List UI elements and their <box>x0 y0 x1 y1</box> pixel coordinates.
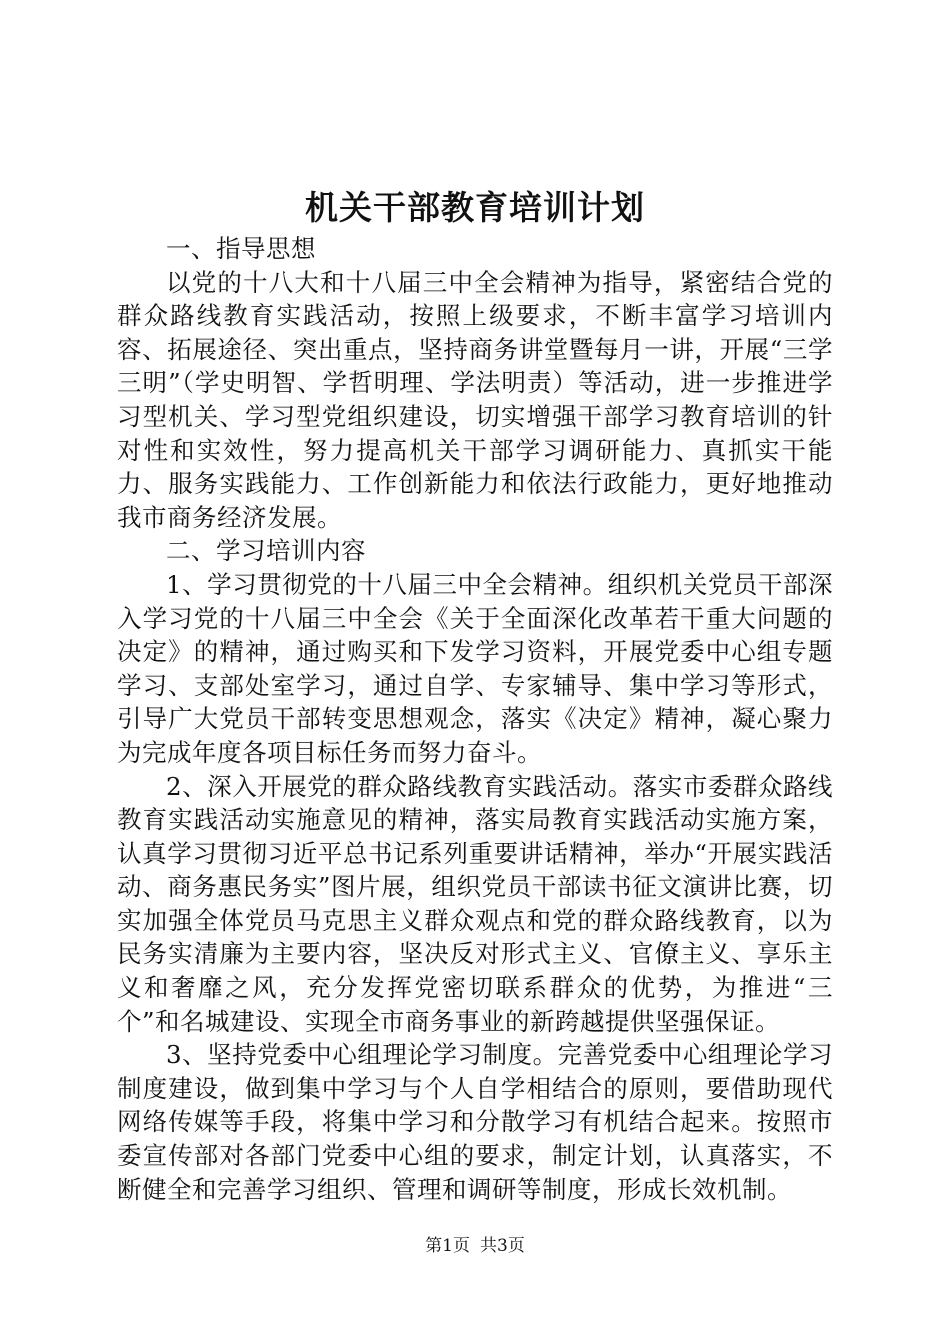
document-body <box>117 232 833 1206</box>
document-title: 机关干部教育培训计划 <box>305 188 645 227</box>
paragraph: 2、深入开展党的群众路线教育实践活动。落实市委群众路线教育实践活动实施意见的精神，落实局教育实践活动实施方案，认真学习贯彻习近平总书记系列重要讲话精神，举办“开展实践活动、商务惠民务实”图片展，组织党员干部读书征文演讲比赛，切实加强全体党员马克思主义群众观点和党的群众路线教育，以为民务实清廉为主要内容，坚决反对形式主义、官僚主义、享乐主义和奢靡之风，充分发挥党密切联系群众的优势，为推进“三个”和名城建设、实现全市商务事业的新跨越提供坚强保证。 <box>117 771 833 1036</box>
paragraph: 3、坚持党委中心组理论学习制度。完善党委中心组理论学习制度建设，做到集中学习与个人自学相结合的原则，要借助现代网络传媒等手段，将集中学习和分散学习有机结合起来。按照市委宣传部对各部门党委中心组的要求，制定计划，认真落实，不断健全和完善学习组织、管理和调研等制度，形成长效机制。 <box>117 1040 833 1204</box>
paragraph: 以党的十八大和十八届三中全会精神为指导，紧密结合党的群众路线教育实践活动，按照上级要求，不断丰富学习培训内容、拓展途径、突出重点，坚持商务讲堂暨每月一讲，开展“三学三明”（学史明智、学哲明理、学法明责）等活动，进一步推进学习型机关、学习型党组织建设，切实增强干部学习教育培训的针对性和实效性，努力提高机关干部学习调研能力、真抓实干能力、服务实践能力、工作创新能力和依法行政能力，更好地推动我市商务经济发展。 <box>117 267 833 532</box>
section-heading: 二、学习培训内容 <box>166 536 366 566</box>
paragraph: 1、学习贯彻党的十八届三中全会精神。组织机关党员干部深入学习党的十八届三中全会《关于全面深化改革若干重大问题的决定》的精神，通过购买和下发学习资料，开展党委中心组专题学习、支部处室学习，通过自学、专家辅导、集中学习等形式，引导广大党员干部转变思想观念，落实《决定》精神，凝心聚力为完成年度各项目标任务而努力奋斗。 <box>117 569 833 767</box>
page-number: 第1页 <box>425 1236 470 1256</box>
section-heading: 一、指导思想 <box>166 234 316 263</box>
page-total: 共3页 <box>480 1236 525 1256</box>
page-footer <box>0 1234 950 1258</box>
